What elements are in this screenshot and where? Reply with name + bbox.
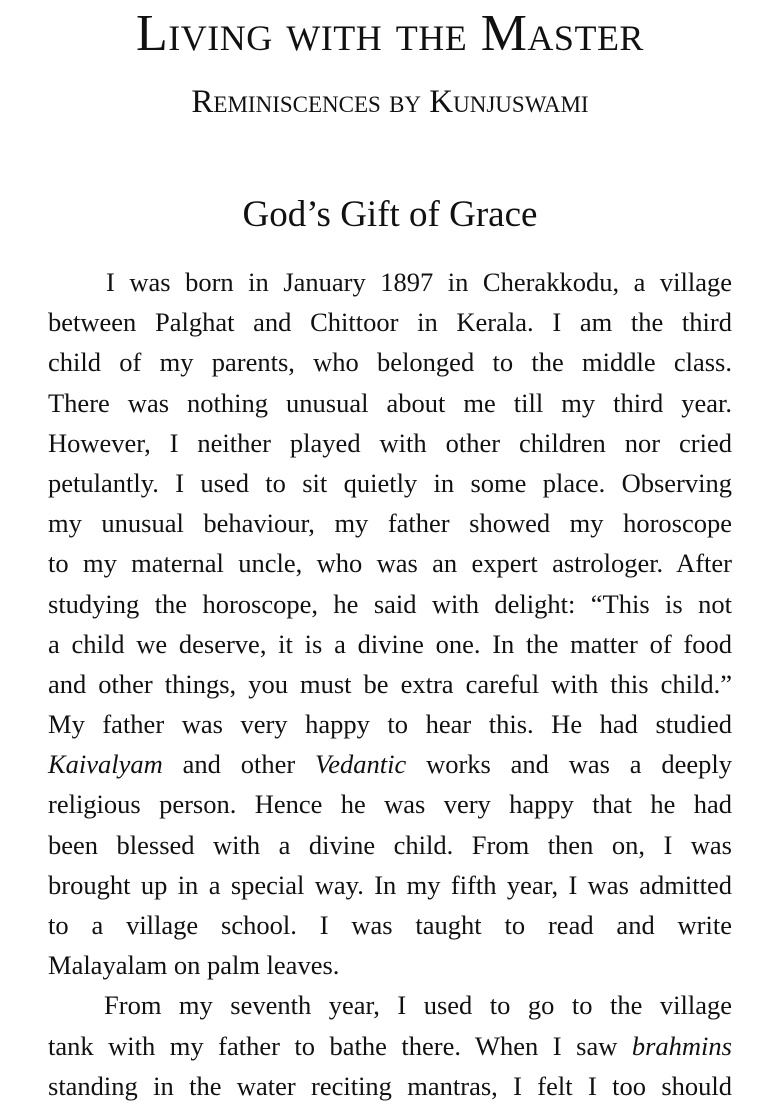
text-line <box>48 784 732 824</box>
text-segment: to a village school. I was taught to read and write <box>48 910 732 940</box>
text-line <box>48 664 732 704</box>
text-segment: between Palghat and Chittoor in Kerala. I am the third <box>48 307 732 338</box>
text-segment: child of my parents, who belonged to the middle class. <box>48 347 732 378</box>
italic-text: Vedantic <box>315 749 407 780</box>
text-line <box>48 543 732 583</box>
text-line <box>48 423 732 463</box>
text-segment: There was nothing unusual about me till my third year. <box>48 387 732 418</box>
text-line <box>48 383 732 423</box>
text-line <box>48 262 732 302</box>
text-segment: I was born in January 1897 in Cherakkodu, a village <box>106 267 732 297</box>
text-segment: my unusual behaviour, my father showed my horoscope <box>48 508 732 539</box>
text-line <box>48 744 732 784</box>
text-line <box>48 945 732 985</box>
text-segment: From my seventh year, I used to go to the village <box>104 990 732 1021</box>
text-line <box>48 463 732 503</box>
text-line <box>48 1026 732 1066</box>
text-segment: a child we deserve, it is a divine one. In the matter of food <box>48 628 732 659</box>
text-line <box>48 302 732 342</box>
text-line <box>48 704 732 744</box>
text-line <box>48 624 732 664</box>
text-segment: been blessed with a divine child. From then on, I was <box>48 829 732 860</box>
text-line <box>48 1066 732 1106</box>
text-segment: and other <box>162 749 315 780</box>
text-segment: and other things, you must be extra careful with this child.” <box>48 668 732 699</box>
text-line <box>48 342 732 382</box>
text-line <box>48 825 732 865</box>
text-segment: standing in the water reciting mantras, I felt I too should <box>48 1070 732 1101</box>
text-line <box>48 584 732 624</box>
text-segment: My father was very happy to hear this. He had studied <box>48 709 732 740</box>
text-line <box>48 865 732 905</box>
text-segment: brought up in a special way. In my fifth year, I was admitted <box>48 869 732 900</box>
text-segment: However, I neither played with other children nor cried <box>48 427 732 458</box>
text-segment: religious person. Hence he was very happy that he had <box>48 789 732 820</box>
text-segment: Malayalam on palm leaves. <box>48 950 340 981</box>
text-segment: works and was a deeply <box>406 749 732 780</box>
text-line <box>48 503 732 543</box>
chapter-heading: God’s Gift of Grace <box>242 194 538 235</box>
italic-text: Kaivalyam <box>48 749 163 780</box>
text-line <box>48 985 732 1025</box>
text-segment: petulantly. I used to sit quietly in some place. Observing <box>48 467 732 498</box>
text-segment: tank with my father to bathe there. When I saw <box>48 1030 632 1061</box>
text-line <box>48 905 732 945</box>
italic-text: brahmins <box>631 1030 732 1061</box>
book-subtitle: Reminiscences by Kunjuswami <box>191 84 589 120</box>
book-title: Living with the Master <box>136 5 644 62</box>
text-segment: to my maternal uncle, who was an expert astrologer. After <box>48 548 732 579</box>
body-text <box>48 262 732 1106</box>
text-segment: studying the horoscope, he said with delight: “This is not <box>48 588 732 619</box>
